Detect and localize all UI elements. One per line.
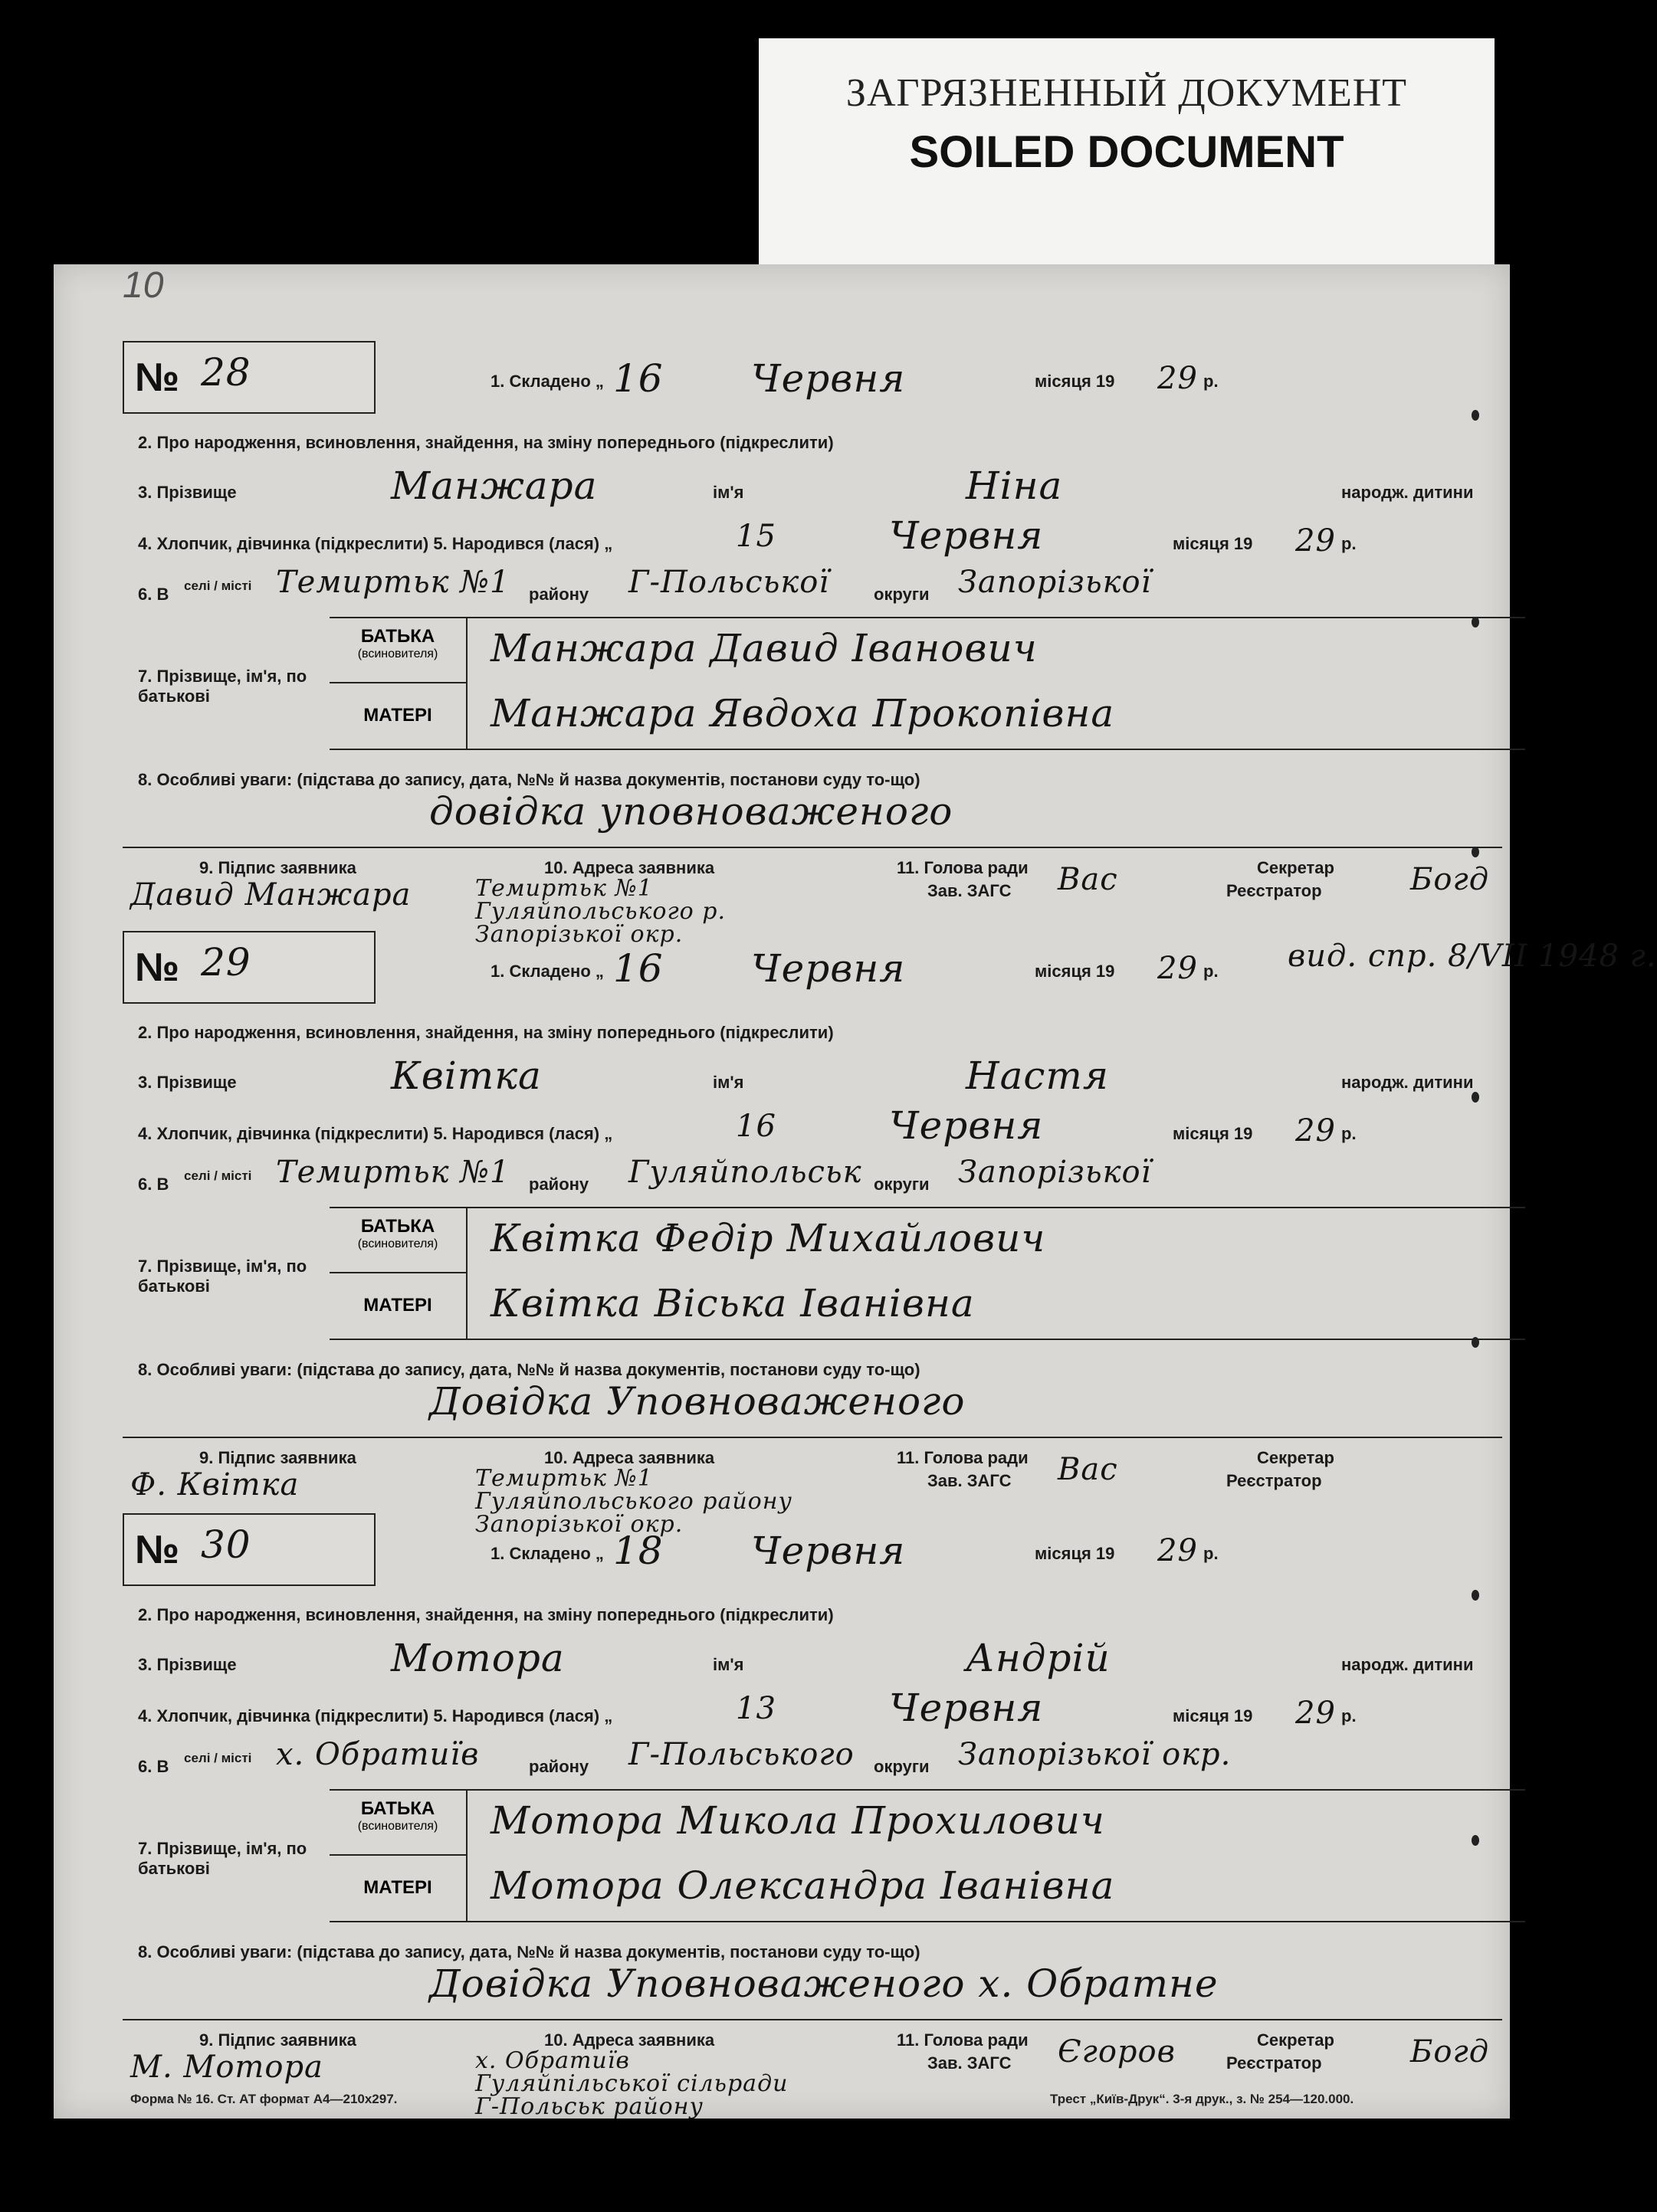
name-value: Андрій: [966, 1636, 1111, 1680]
applicant-addr-label: 10. Адреса заявника: [544, 2030, 715, 2050]
secretary-label: Секретар: [1257, 2030, 1334, 2050]
parents-table: [330, 1207, 1525, 1340]
record-number: 28: [201, 350, 251, 395]
mother-label: МАТЕРІ: [363, 1295, 432, 1316]
okrug-label: округи: [874, 585, 930, 604]
okrug-value: Запорізької окр.: [958, 1737, 1232, 1772]
mother-label: МАТЕРІ: [363, 705, 432, 726]
punch-hole: [1472, 617, 1479, 628]
about-label: 2. Про народження, всиновлення, знайдення, на зміну попереднього (підкреслити): [138, 1023, 834, 1042]
year-suffix: р.: [1203, 372, 1219, 391]
father-box: [330, 1208, 468, 1273]
month-of-label: місяця 19: [1035, 1544, 1115, 1563]
surname-label: 3. Прізвище: [138, 1073, 237, 1092]
district-label: району: [529, 1757, 589, 1776]
birth-month-of-label: місяця 19: [1173, 534, 1253, 553]
footer-form: Форма № 16. Ст. АТ формат А4—210х297.: [130, 2092, 398, 2106]
signature-divider: [123, 1437, 1502, 1438]
district-value: Гуляйпольськ: [628, 1155, 862, 1190]
child-label: народж. дитини: [1341, 1655, 1474, 1674]
applicant-addr-label: 10. Адреса заявника: [544, 1448, 715, 1467]
parents-label: 7. Прізвище, ім'я, по батькові: [138, 1257, 307, 1296]
registrar-label: Реєстратор: [1226, 2053, 1322, 2073]
composed-label: 1. Складено „: [491, 962, 604, 981]
father-label: БАТЬКА: [360, 626, 435, 647]
surname-value: Квітка: [391, 1054, 542, 1098]
gender-label: 4. Хлопчик, дівчинка (підкреслити) 5. Народився (лася) „: [138, 1706, 613, 1725]
zags-label: Зав. ЗАГС: [927, 2053, 1012, 2073]
signature-divider: [123, 847, 1502, 848]
district-value: Г-Польського: [628, 1737, 855, 1772]
father-box: [330, 1791, 468, 1856]
registrar-label: Реєстратор: [1226, 881, 1322, 900]
name-label: ім'я: [713, 1073, 744, 1092]
composed-day: 16: [613, 356, 664, 401]
father-value: Мотора Микола Прохилович: [491, 1798, 1105, 1843]
place-value: х. Обратиїв: [276, 1737, 480, 1772]
village-city-label: селі / місті: [184, 1168, 252, 1183]
composed-year: 29: [1157, 361, 1198, 396]
father-sub-label: (всиновителя): [357, 647, 438, 660]
record-number: 30: [201, 1522, 251, 1567]
about-label: 2. Про народження, всиновлення, знайдення, на зміну попереднього (підкреслити): [138, 433, 834, 452]
parents-label: 7. Прізвище, ім'я, по батькові: [138, 667, 307, 706]
notes-label: 8. Особливі уваги: (підстава до запису, дата, №№ й назва документів, постанови суду то-що): [138, 1942, 920, 1961]
applicant-addr-label: 10. Адреса заявника: [544, 858, 715, 877]
label-english: SOILED DOCUMENT: [909, 127, 1344, 177]
surname-label: 3. Прізвище: [138, 1655, 237, 1674]
composed-year: 29: [1157, 951, 1198, 986]
district-label: району: [529, 1175, 589, 1194]
mother-value: Мотора Олександра Іванівна: [491, 1863, 1115, 1908]
birth-day: 16: [736, 1109, 776, 1144]
birth-day: 15: [736, 519, 776, 554]
punch-hole: [1472, 1835, 1479, 1846]
father-value: Манжара Давид Іванович: [491, 626, 1038, 670]
punch-hole: [1472, 847, 1479, 857]
name-label: ім'я: [713, 483, 744, 502]
surname-value: Мотора: [391, 1636, 565, 1680]
applicant-signature: М. Мотора: [130, 2050, 323, 2085]
head-signature: Вас: [1058, 1452, 1118, 1487]
secretary-signature: Богд: [1410, 862, 1490, 897]
composed-label: 1. Складено „: [491, 1544, 604, 1563]
punch-hole: [1472, 1337, 1479, 1348]
surname-value: Манжара: [391, 464, 598, 508]
parents-label: 7. Прізвище, ім'я, по батькові: [138, 1839, 307, 1878]
birth-year-suffix: р.: [1341, 534, 1357, 553]
place-label: 6. В: [138, 585, 169, 604]
number-sign: №: [135, 1528, 179, 1572]
father-label: БАТЬКА: [360, 1798, 435, 1819]
village-city-label: селі / місті: [184, 1751, 252, 1765]
notes-value: Довідка Уповноваженого х. Обратне: [429, 1961, 1219, 2006]
zags-label: Зав. ЗАГС: [927, 1471, 1012, 1490]
composed-day: 18: [613, 1529, 664, 1573]
applicant-sig-label: 9. Підпис заявника: [199, 2030, 356, 2050]
head-label: 11. Голова ради: [897, 858, 1029, 877]
month-of-label: місяця 19: [1035, 962, 1115, 981]
composed-month: Червня: [751, 946, 906, 991]
district-label: району: [529, 585, 589, 604]
applicant-sig-label: 9. Підпис заявника: [199, 858, 356, 877]
gender-label: 4. Хлопчик, дівчинка (підкреслити) 5. Народився (лася) „: [138, 534, 613, 553]
surname-label: 3. Прізвище: [138, 483, 237, 502]
signature-divider: [123, 2019, 1502, 2020]
birth-year-suffix: р.: [1341, 1124, 1357, 1143]
secretary-signature: Богд: [1410, 2034, 1490, 2069]
applicant-signature: Давид Манжара: [130, 877, 412, 913]
composed-year: 29: [1157, 1533, 1198, 1568]
birth-year: 29: [1295, 523, 1336, 559]
notes-value: довідка уповноваженого: [429, 789, 953, 834]
birth-month: Червня: [889, 513, 1044, 558]
zags-label: Зав. ЗАГС: [927, 881, 1012, 900]
father-label: БАТЬКА: [360, 1216, 435, 1237]
village-city-label: селі / місті: [184, 578, 252, 593]
father-sub-label: (всиновителя): [357, 1237, 438, 1250]
applicant-signature: Ф. Квітка: [130, 1467, 300, 1503]
composed-month: Червня: [751, 1529, 906, 1573]
place-label: 6. В: [138, 1175, 169, 1194]
about-label: 2. Про народження, всиновлення, знайдення, на зміну попереднього (підкреслити): [138, 1605, 834, 1624]
birth-record: [123, 341, 1502, 948]
birth-month: Червня: [889, 1686, 1044, 1730]
birth-month-of-label: місяця 19: [1173, 1706, 1253, 1725]
birth-year: 29: [1295, 1113, 1336, 1149]
birth-month-of-label: місяця 19: [1173, 1124, 1253, 1143]
head-signature: Вас: [1058, 862, 1118, 897]
notes-label: 8. Особливі уваги: (підстава до запису, дата, №№ й назва документів, постанови суду то-що): [138, 1360, 920, 1379]
registrar-label: Реєстратор: [1226, 1471, 1322, 1490]
okrug-value: Запорізької: [958, 565, 1152, 600]
secretary-label: Секретар: [1257, 858, 1334, 877]
document-page: [54, 264, 1657, 2120]
parents-table: [330, 1789, 1525, 1922]
notes-label: 8. Особливі уваги: (підстава до запису, дата, №№ й назва документів, постанови суду то-що): [138, 770, 920, 789]
father-value: Квітка Федір Михайлович: [491, 1216, 1046, 1260]
mother-box: [330, 1273, 468, 1339]
record-number-box: [123, 1513, 376, 1586]
parents-table: [330, 617, 1525, 750]
footer-print: Трест „Київ-Друк“. 3-я друк., з. № 254—120.000.: [1050, 2092, 1354, 2106]
mother-box: [330, 1856, 468, 1921]
gender-label: 4. Хлопчик, дівчинка (підкреслити) 5. Народився (лася) „: [138, 1124, 613, 1143]
okrug-label: округи: [874, 1175, 930, 1194]
place-value: Темиртьк №1: [276, 565, 510, 600]
applicant-sig-label: 9. Підпис заявника: [199, 1448, 356, 1467]
birth-year-suffix: р.: [1341, 1706, 1357, 1725]
birth-day: 13: [736, 1691, 776, 1726]
child-label: народж. дитини: [1341, 483, 1474, 502]
number-sign: №: [135, 356, 179, 400]
head-signature: Єгоров: [1058, 2034, 1176, 2069]
place-label: 6. В: [138, 1757, 169, 1776]
birth-year: 29: [1295, 1696, 1336, 1731]
year-suffix: р.: [1203, 1544, 1219, 1563]
punch-hole: [1472, 410, 1479, 421]
punch-hole: [1472, 1590, 1479, 1601]
year-suffix: р.: [1203, 962, 1219, 981]
applicant-address: Темиртьк №1 Гуляйпольського р. Запорізької окр.: [475, 875, 726, 948]
secretary-label: Секретар: [1257, 1448, 1334, 1467]
applicant-address: х. Обратиїв Гуляйпільської сільради Г-Польськ району: [475, 2047, 789, 2120]
record-number-box: [123, 341, 376, 414]
place-value: Темиртьк №1: [276, 1155, 510, 1190]
mother-box: [330, 683, 468, 749]
punch-hole: [1472, 1092, 1479, 1103]
name-label: ім'я: [713, 1655, 744, 1674]
mother-label: МАТЕРІ: [363, 1877, 432, 1898]
month-of-label: місяця 19: [1035, 372, 1115, 391]
okrug-label: округи: [874, 1757, 930, 1776]
notes-value: Довідка Уповноваженого: [429, 1379, 966, 1424]
page-number: 10: [123, 265, 164, 306]
name-value: Настя: [966, 1054, 1109, 1098]
father-sub-label: (всиновителя): [357, 1820, 438, 1833]
composed-month: Червня: [751, 356, 906, 401]
composed-label: 1. Складено „: [491, 372, 604, 391]
soiled-document-label: [759, 38, 1495, 268]
applicant-address: Темиртьк №1 Гуляйпольського району Запорізької окр.: [475, 1465, 792, 1538]
district-value: Г-Польської: [628, 565, 830, 600]
record-number-box: [123, 931, 376, 1004]
number-sign: №: [135, 945, 179, 990]
label-russian: ЗАГРЯЗНЕННЫЙ ДОКУМЕНТ: [845, 71, 1408, 115]
head-label: 11. Голова ради: [897, 2030, 1029, 2050]
mother-value: Манжара Явдоха Прокопівна: [491, 691, 1115, 736]
margin-note: вид. спр. 8/VII 1948 г.: [1288, 939, 1657, 974]
name-value: Ніна: [966, 464, 1063, 508]
birth-record: [123, 931, 1657, 1538]
composed-day: 16: [613, 946, 664, 991]
head-label: 11. Голова ради: [897, 1448, 1029, 1467]
okrug-value: Запорізької: [958, 1155, 1152, 1190]
mother-value: Квітка Віська Іванівна: [491, 1281, 975, 1326]
father-box: [330, 618, 468, 683]
record-number: 29: [201, 940, 251, 985]
birth-month: Червня: [889, 1103, 1044, 1148]
child-label: народж. дитини: [1341, 1073, 1474, 1092]
